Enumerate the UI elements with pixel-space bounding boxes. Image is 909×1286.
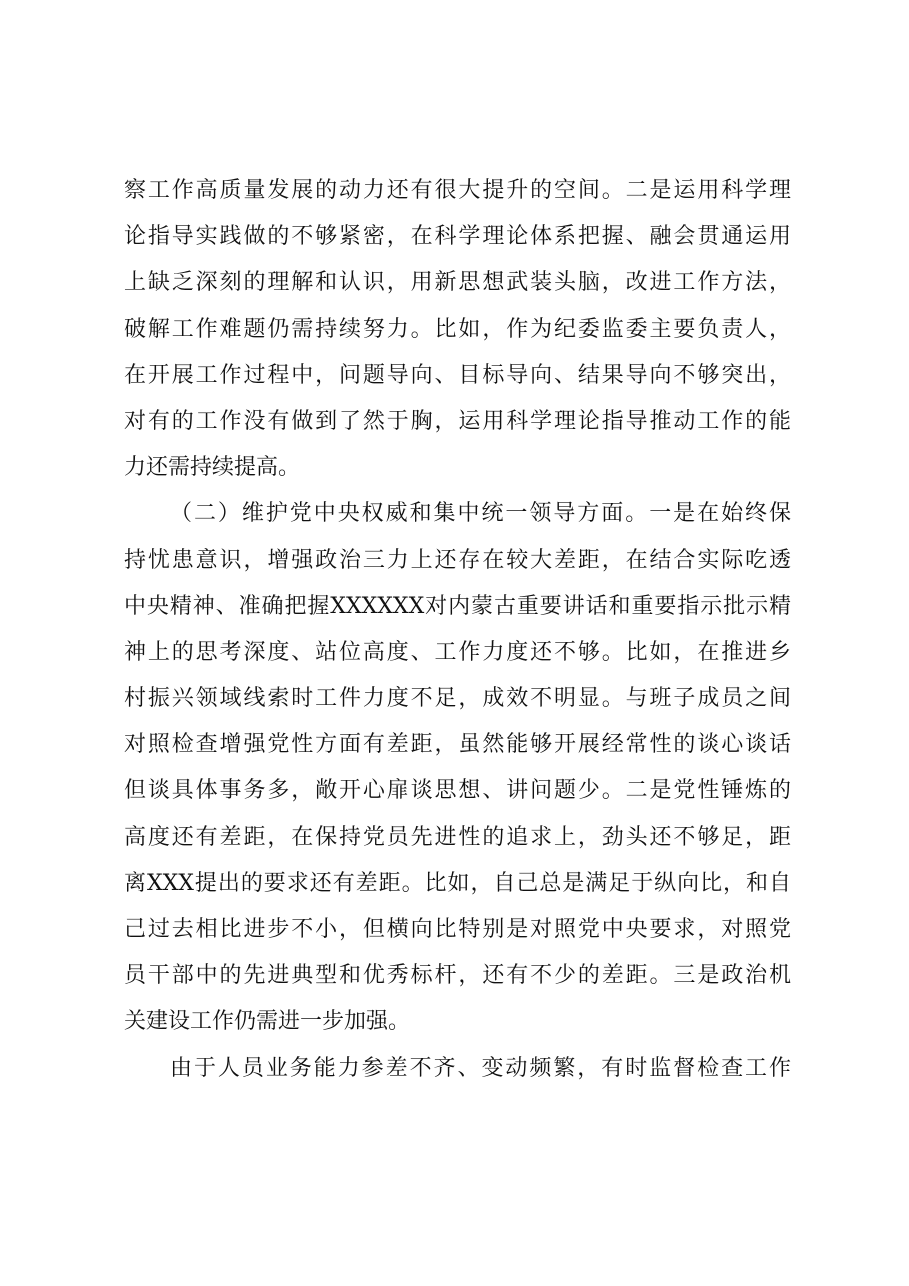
text-line: 对有的工作没有做到了然于胸，运用科学理论指导推动工作的能 — [124, 408, 791, 434]
text-line: 对照检查增强党性方面有差距，虽然能够开展经常性的谈心谈话 — [124, 732, 791, 758]
text-line: 高度还有差距，在保持党员先进性的追求上，劲头还不够足，距 — [124, 824, 791, 850]
section-heading-line: （二）维护党中央权威和集中统一领导方面。一是在始终保 — [170, 501, 791, 527]
text-line: 察工作高质量发展的动力还有很大提升的空间。二是运用科学理 — [124, 178, 791, 203]
text-line: 由于人员业务能力参差不齐、变动频繁，有时监督检查工作 — [170, 1055, 791, 1081]
text-line: 在开展工作过程中，问题导向、目标导向、结果导向不够突出， — [124, 362, 791, 388]
text-line: 村振兴领域线索时工件力度不足，成效不明显。与班子成员之间 — [124, 686, 791, 712]
text-line: 破解工作难题仍需持续努力。比如，作为纪委监委主要负责人， — [124, 316, 791, 342]
text-line: 员干部中的先进典型和优秀标杆，还有不少的差距。三是政治机 — [124, 963, 791, 989]
text-line: 持忧患意识，增强政治三力上还存在较大差距，在结合实际吃透 — [124, 547, 791, 573]
text-line: 上缺乏深刻的理解和认识，用新思想武装头脑，改进工作方法， — [124, 270, 791, 296]
text-line: 神上的思考深度、站位高度、工作力度还不够。比如，在推进乡 — [124, 639, 791, 665]
text-line: 关建设工作仍需进一步加强。 — [124, 1009, 411, 1035]
document-body — [124, 168, 791, 1092]
text-line: 力还需持续提高。 — [124, 455, 301, 481]
text-line: 己过去相比进步不小，但横向比特别是对照党中央要求，对照党 — [124, 917, 791, 942]
text-line: 离XXX提出的要求还有差距。比如，自己总是满足于纵向比，和自 — [124, 870, 791, 896]
text-line: 论指导实践做的不够紧密，在科学理论体系把握、融会贯通运用 — [124, 224, 791, 250]
text-line: 但谈具体事务多，敞开心扉谈思想、讲问题少。二是党性锤炼的 — [124, 778, 791, 804]
text-line: 中央精神、准确把握XXXXXX对内蒙古重要讲话和重要指示批示精 — [124, 593, 791, 619]
